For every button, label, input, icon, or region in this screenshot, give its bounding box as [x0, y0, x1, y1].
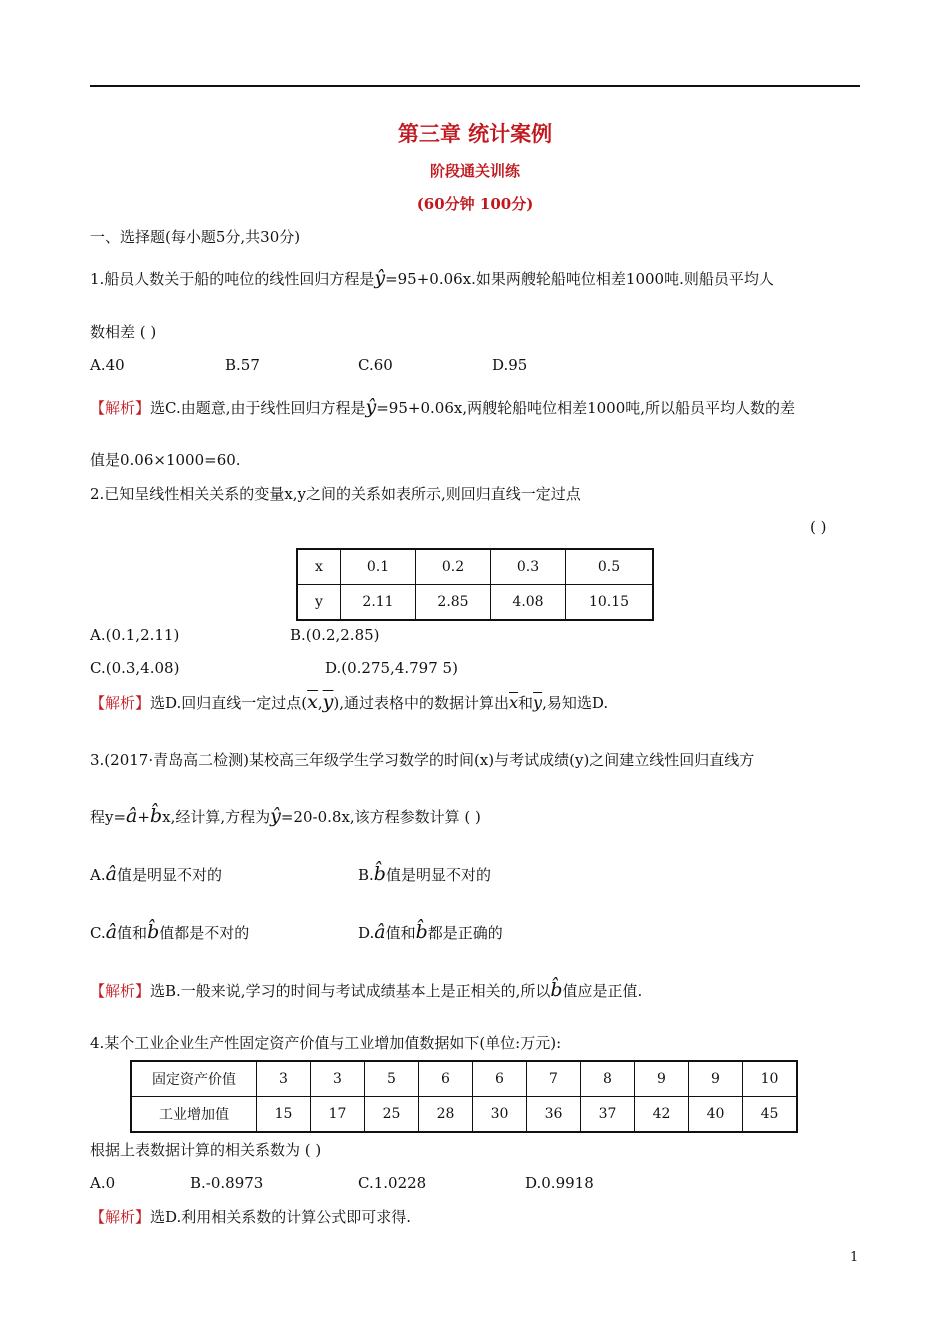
table-cell: 3 — [257, 1061, 311, 1097]
q3-text-c: =20-0.8x,该方程参数计算 ( ) — [280, 808, 481, 826]
section-heading: 一、选择题(每小题5分,共30分) — [90, 228, 301, 246]
option-label: C. — [90, 924, 106, 942]
plus-sign: + — [137, 808, 150, 826]
q2-analysis — [90, 692, 608, 713]
q2-analysis-b: ),通过表格中的数据计算出 — [333, 694, 509, 712]
q3-option-d — [358, 922, 503, 943]
q4-line1: 4.某个工业企业生产性固定资产价值与工业增加值数据如下(单位:万元): — [90, 1034, 562, 1052]
q3-line2 — [90, 806, 481, 827]
q1-line2: 数相差 ( ) — [90, 323, 157, 341]
b-hat-symbol: b̂ — [149, 805, 163, 827]
a-hat-symbol: â — [105, 921, 118, 943]
q2-paren: ( ) — [810, 518, 827, 536]
q2-comma: , — [317, 694, 323, 712]
q3-analysis — [90, 980, 642, 1001]
option-text: 值和 — [385, 924, 416, 942]
q2-option-c: C.(0.3,4.08) — [90, 659, 180, 677]
analysis-tag: 【解析】 — [90, 399, 151, 417]
q1-option-d: D.95 — [492, 356, 528, 374]
a-hat-symbol: â — [126, 805, 138, 827]
table-row — [131, 1097, 797, 1133]
q2-option-a: A.(0.1,2.11) — [90, 626, 180, 644]
table-cell: 5 — [365, 1061, 419, 1097]
table-cell: 0.2 — [416, 549, 491, 585]
q2-table — [296, 548, 654, 621]
q2-line1: 2.已知呈线性相关关系的变量x,y之间的关系如表所示,则回归直线一定过点 — [90, 485, 581, 503]
option-text: 值都是不对的 — [159, 924, 250, 942]
a-hat-symbol: â — [374, 921, 386, 943]
y-hat-symbol: ŷ — [270, 805, 281, 827]
option-text: 值是明显不对的 — [385, 866, 491, 884]
x-bar-symbol: $\overline{x}$ — [307, 691, 318, 713]
subtitle: 阶段通关训练 — [429, 162, 520, 180]
q4-option-d: D.0.9918 — [525, 1174, 594, 1192]
q4-line2: 根据上表数据计算的相关系数为 ( ) — [90, 1141, 322, 1159]
table-cell: 10.15 — [566, 585, 654, 621]
q4-table — [130, 1060, 798, 1133]
option-label: A. — [90, 866, 106, 884]
table-cell: 28 — [419, 1097, 473, 1133]
time-score: (60分钟 100分) — [416, 195, 534, 213]
table-cell: 42 — [635, 1097, 689, 1133]
q1-text-b: =95+0.06x.如果两艘轮船吨位相差1000吨.则船员平均人 — [385, 270, 774, 288]
q1-analysis — [90, 397, 795, 418]
b-hat-symbol: b̂ — [550, 979, 563, 1001]
table-cell: 25 — [365, 1097, 419, 1133]
y-bar-symbol: $\overline{y}$ — [322, 691, 334, 713]
y-bar-symbol: $\overline{y}$ — [533, 693, 543, 712]
y-hat-symbol: ŷ — [365, 396, 377, 418]
q3-line1: 3.(2017·青岛高二检测)某校高三年级学生学习数学的时间(x)与考试成绩(y)之间建立线性回归直线方 — [90, 751, 755, 769]
q1-analysis-a: 选C.由题意,由于线性回归方程是 — [150, 399, 366, 417]
q3-option-c — [90, 922, 249, 943]
chapter-title: 第三章 统计案例 — [397, 121, 553, 146]
table-cell: 0.3 — [491, 549, 566, 585]
q3-text-a: 程y= — [90, 808, 127, 826]
table-cell: 8 — [581, 1061, 635, 1097]
table-cell: 15 — [257, 1097, 311, 1133]
analysis-tag: 【解析】 — [90, 694, 151, 712]
q4-option-a: A.0 — [90, 1174, 116, 1192]
table-cell: 0.1 — [341, 549, 416, 585]
table-cell: 7 — [527, 1061, 581, 1097]
table-cell: 固定资产价值 — [131, 1061, 257, 1097]
table-cell: 30 — [473, 1097, 527, 1133]
q3-text-b: x,经计算,方程为 — [162, 808, 271, 826]
table-cell: 17 — [311, 1097, 365, 1133]
table-cell: y — [297, 585, 341, 621]
b-hat-symbol: b̂ — [373, 863, 386, 885]
q3-analysis-b: 值应是正值. — [562, 982, 643, 1000]
q4-option-c: C.1.0228 — [358, 1174, 427, 1192]
q2-option-b: B.(0.2,2.85) — [290, 626, 380, 644]
option-label: B. — [358, 866, 374, 884]
q1-option-b: B.57 — [225, 356, 260, 374]
q1-option-c: C.60 — [358, 356, 393, 374]
analysis-tag: 【解析】 — [90, 982, 151, 1000]
table-cell: 4.08 — [491, 585, 566, 621]
table-cell: 45 — [743, 1097, 798, 1133]
q3-option-a — [90, 864, 222, 885]
table-cell: 2.85 — [416, 585, 491, 621]
q1-analysis-b: =95+0.06x,两艘轮船吨位相差1000吨,所以船员平均人数的差 — [376, 399, 796, 417]
y-hat-symbol: ŷ — [374, 267, 386, 289]
option-text: 值和 — [117, 924, 148, 942]
table-cell: 6 — [419, 1061, 473, 1097]
analysis-tag: 【解析】 — [90, 1208, 151, 1226]
header-rule — [90, 85, 860, 87]
table-cell: 36 — [527, 1097, 581, 1133]
q4-analysis-text: 选D.利用相关系数的计算公式即可求得. — [150, 1208, 412, 1226]
table-row — [297, 549, 653, 585]
table-cell: 0.5 — [566, 549, 654, 585]
table-cell: 10 — [743, 1061, 798, 1097]
q4-analysis — [90, 1207, 411, 1227]
option-text: 值是明显不对的 — [116, 866, 222, 884]
b-hat-symbol: b̂ — [147, 921, 160, 943]
table-cell: 2.11 — [341, 585, 416, 621]
q2-analysis-a: 选D.回归直线一定过点( — [150, 694, 308, 712]
q1-text-a: 1.船员人数关于船的吨位的线性回归方程是 — [90, 270, 375, 288]
table-cell: 9 — [635, 1061, 689, 1097]
a-hat-symbol: â — [105, 863, 117, 885]
table-cell: 37 — [581, 1097, 635, 1133]
q2-option-d: D.(0.275,4.797 5) — [325, 659, 458, 677]
table-cell: 40 — [689, 1097, 743, 1133]
table-cell: x — [297, 549, 341, 585]
x-bar-symbol: $\overline{x}$ — [509, 693, 519, 712]
table-cell: 6 — [473, 1061, 527, 1097]
q1-line1 — [90, 268, 774, 289]
option-text: 都是正确的 — [427, 924, 503, 942]
page-number: 1 — [850, 1250, 859, 1265]
q3-option-b — [358, 864, 491, 885]
b-hat-symbol: b̂ — [415, 921, 428, 943]
q3-analysis-a: 选B.一般来说,学习的时间与考试成绩基本上是正相关的,所以 — [150, 982, 551, 1000]
q2-and: 和 — [518, 694, 534, 712]
q1-option-a: A.40 — [90, 356, 125, 374]
table-cell: 3 — [311, 1061, 365, 1097]
table-row — [297, 585, 653, 621]
table-cell: 9 — [689, 1061, 743, 1097]
q1-analysis-line2: 值是0.06×1000=60. — [90, 451, 241, 469]
q4-option-b: B.-0.8973 — [190, 1174, 264, 1192]
table-row — [131, 1061, 797, 1097]
option-label: D. — [358, 924, 375, 942]
table-cell: 工业增加值 — [131, 1097, 257, 1133]
q2-analysis-c: ,易知选D. — [542, 694, 609, 712]
